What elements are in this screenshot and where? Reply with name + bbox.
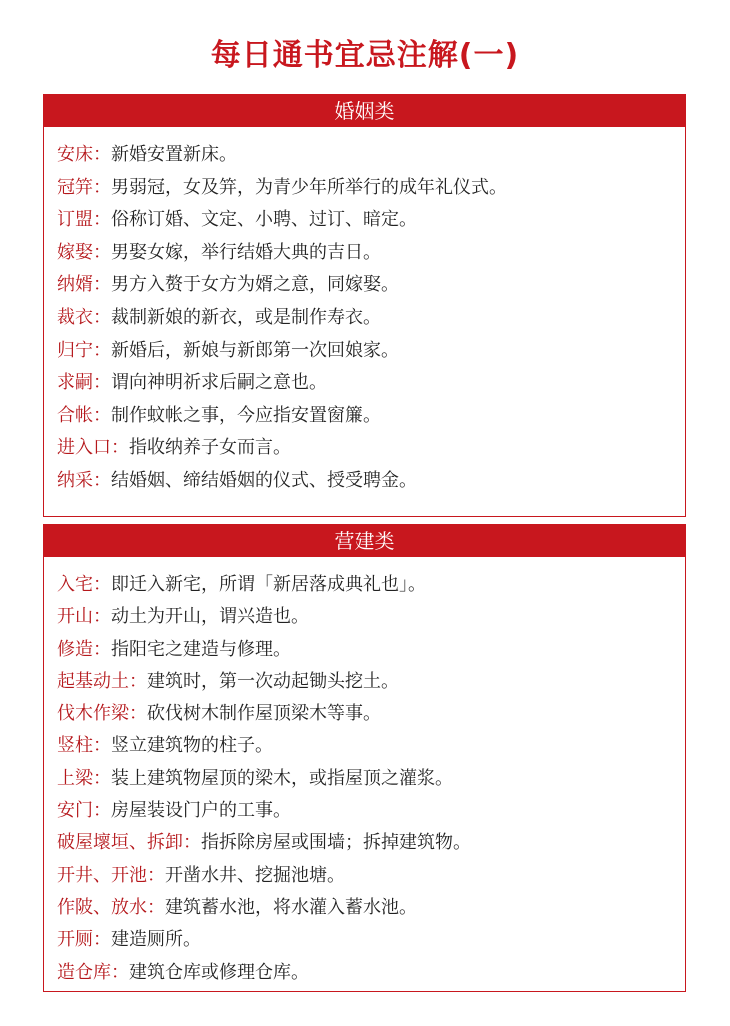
item-definition: 开凿水井、挖掘池塘。 (165, 864, 345, 886)
list-item (57, 924, 685, 956)
item-term: 求嗣： (57, 372, 111, 394)
item-term: 纳婿： (57, 274, 111, 296)
item-term: 竖柱： (57, 735, 111, 757)
item-definition: 新婚后，新娘与新郎第一次回娘家。 (111, 339, 399, 361)
item-definition: 动土为开山，谓兴造也。 (111, 606, 309, 628)
item-term: 开井、开池： (57, 864, 165, 886)
item-definition: 男方入赘于女方为婿之意，同嫁娶。 (111, 274, 399, 296)
item-term: 入宅： (57, 574, 111, 595)
item-definition: 男弱冠，女及笄，为青少年所举行的成年礼仪式。 (111, 176, 507, 198)
list-item (57, 601, 685, 633)
item-term: 造仓库： (57, 961, 129, 983)
item-definition: 指拆除房屋或围墙；拆掉建筑物。 (201, 832, 471, 854)
item-term: 伐木作梁： (57, 703, 147, 725)
list-item (57, 860, 685, 892)
list-item (57, 302, 685, 335)
list-item (57, 204, 685, 237)
section-heading: 婚姻类 (44, 95, 685, 127)
item-term: 裁衣： (57, 306, 111, 328)
item-definition: 制作蚊帐之事，今应指安置窗簾。 (111, 404, 381, 426)
item-definition: 砍伐树木制作屋顶梁木等事。 (147, 703, 381, 725)
list-item (57, 139, 685, 172)
list-item (57, 698, 685, 730)
item-term: 纳采： (57, 469, 111, 491)
item-definition: 指阳宅之建造与修理。 (111, 638, 291, 660)
item-definition: 建筑仓库或修理仓库。 (129, 961, 309, 983)
section-construction (43, 524, 686, 992)
list-item (57, 269, 685, 302)
item-term: 合帐： (57, 404, 111, 426)
item-definition: 建造厕所。 (111, 929, 201, 951)
item-term: 安床： (57, 144, 111, 165)
list-item (57, 730, 685, 762)
list-item (57, 400, 685, 433)
item-term: 订盟： (57, 209, 111, 231)
item-definition: 房屋装设门户的工事。 (111, 800, 291, 822)
item-term: 作陂、放水： (57, 896, 165, 918)
list-item (57, 172, 685, 205)
list-item (57, 335, 685, 368)
list-item (57, 957, 685, 989)
item-definition: 结婚姻、缔结婚姻的仪式、授受聘金。 (111, 469, 417, 491)
item-term: 修造： (57, 638, 111, 660)
section-marriage (43, 94, 686, 517)
item-definition: 男娶女嫁，举行结婚大典的吉日。 (111, 241, 381, 263)
item-term: 起基动土： (57, 670, 147, 692)
item-term: 上梁： (57, 767, 111, 789)
list-item (57, 465, 685, 498)
item-term: 安门： (57, 800, 111, 822)
item-term: 开山： (57, 606, 111, 628)
item-definition: 指收纳养子女而言。 (129, 437, 291, 459)
section-heading: 营建类 (44, 525, 685, 557)
list-item (57, 795, 685, 827)
list-item (57, 432, 685, 465)
item-term: 破屋壞垣、拆卸： (57, 832, 201, 854)
item-definition: 谓向神明祈求后嗣之意也。 (111, 372, 327, 394)
item-definition: 新婚安置新床。 (111, 144, 237, 165)
list-item (57, 892, 685, 924)
list-item (57, 666, 685, 698)
page-title: 每日通书宜忌注解(一) (210, 38, 520, 73)
item-term: 归宁： (57, 339, 111, 361)
item-definition: 建筑蓄水池，将水灌入蓄水池。 (165, 896, 417, 918)
item-term: 进入口： (57, 437, 129, 459)
item-definition: 装上建筑物屋顶的梁木，或指屋顶之灌浆。 (111, 767, 453, 789)
item-definition: 即迁入新宅，所谓「新居落成典礼也」。 (111, 574, 426, 595)
item-definition: 竖立建筑物的柱子。 (111, 735, 273, 757)
list-item (57, 367, 685, 400)
list-item (57, 634, 685, 666)
item-term: 开厕： (57, 929, 111, 951)
item-term: 嫁娶： (57, 241, 111, 263)
item-definition: 俗称订婚、文定、小聘、过订、暗定。 (111, 209, 417, 231)
list-item (57, 237, 685, 270)
item-definition: 建筑时，第一次动起锄头挖土。 (147, 670, 399, 692)
item-term: 冠笄： (57, 176, 111, 198)
item-definition: 裁制新娘的新衣，或是制作寿衣。 (111, 306, 381, 328)
list-item (57, 827, 685, 859)
list-item (57, 569, 685, 601)
list-item (57, 763, 685, 795)
